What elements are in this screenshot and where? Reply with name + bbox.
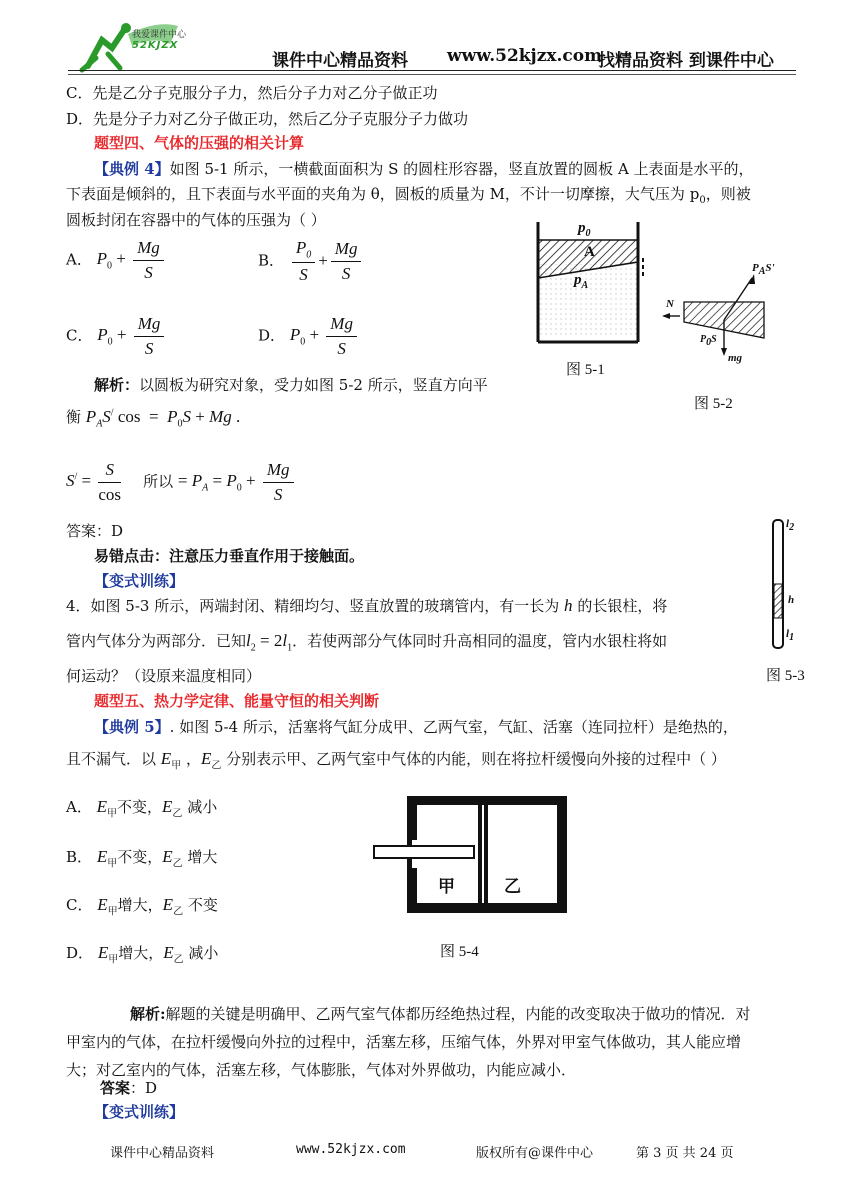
option-d: D． $P_0$ + $\frac{Mg}{S}$ [258, 314, 360, 359]
figure-5-1 [530, 218, 650, 348]
example-4-tag: 【典例 4】 [94, 160, 170, 178]
option-d-line: D．先是分子力对乙分子做正功，然后乙分子克服分子力做功 [66, 110, 469, 128]
so-line: S/ = $\frac{S}{\cos}$ 所以 = $P_A = P_0$ + $\frac{Mg}{S}$ [66, 460, 297, 505]
section-5-heading: 题型五、热力学定律、能量守恒的相关判断 [94, 692, 380, 710]
footer-copyright: 版权所有@课件中心 [476, 1146, 594, 1161]
balance-line: 衡 $P_AS^/$ $\cos = P_0S + Mg$ . [66, 407, 241, 430]
analysis-5: 解析:解题的关键是明确甲、乙两气室气体都历经绝热过程，内能的改变取决于做功的情况．对 甲室内的气体，在拉杆缓慢向外拉的过程中，活塞左移，压缩气体，外界对甲室气体做功，其人能应增 大；对乙室内的气体，活塞左移，气体膨胀，气体对外界做功，内能应减小． [66, 1005, 751, 1079]
ex5-option-a: A． $E_甲$不变，$E_乙$ 减小 [66, 797, 218, 820]
question-4-line2: 管内气体分为两部分．已知$l_2 = 2l_1$．若使两部分气体同时升高相同的温度，管内水银柱将如 [66, 631, 668, 654]
fig-5-3-caption: 图 5-3 [766, 668, 805, 684]
analysis-4: 解析：以圆板为研究对象，受力如图 5-2 所示，竖直方向平 [94, 376, 488, 394]
fig52-mg-label: mg [728, 352, 743, 364]
fig51-A-label: A [584, 244, 595, 260]
question-4-line1: 4．如图 5-3 所示，两端封闭、精细均匀、竖直放置的玻璃管内，有一长为 h 的长银柱，将 [66, 596, 668, 615]
logo-text-top: 我爱课件中心 [132, 30, 187, 40]
fig53-l1-label: $l_1$ [786, 628, 795, 644]
example-5-line2: 且不漏气．以 $E_甲$ ，$E_乙$ 分别表示甲、乙两气室中气体的内能，则在将拉杆缓慢向外接的过程中（ ） [66, 749, 726, 772]
header-slogan: 找精品资料 到课件中心 [598, 51, 774, 71]
variant-training-1: 【变式训练】 [94, 572, 185, 590]
footer-left: 课件中心精品资料 [110, 1146, 215, 1161]
fig-5-1-caption: 图 5-1 [566, 362, 605, 378]
option-c: C． $P_0$ + $\frac{Mg}{S}$ [66, 314, 167, 359]
header-rule-thin [68, 74, 796, 75]
footer-page: 第 3 页 共 24 页 [636, 1146, 734, 1161]
answer-5: 答案：D [100, 1079, 158, 1097]
tip-line: 易错点击：注意压力垂直作用于接触面。 [94, 547, 365, 565]
option-b: B． $\frac{P_0}{S}$ + $\frac{Mg}{S}$ [258, 238, 364, 285]
header-rule [68, 70, 796, 71]
example-4-line1: 【典例 4】如图 5-1 所示，一横截面面积为 S 的圆柱形容器，竖直放置的圆板 A 上表面是水平的， [94, 160, 754, 178]
header-title: 课件中心精品资料 [272, 51, 408, 71]
header-url[interactable]: www.52kjzx.com [447, 46, 603, 66]
logo-text-bottom: 52KJZX [132, 40, 179, 51]
fig52-PAS-label: $P_AS'$ [752, 262, 775, 278]
example-5-line1: 【典例 5】. 如图 5-4 所示，活塞将气缸分成甲、乙两气室，气缸、活塞（连同拉杆）是绝热的， [94, 718, 738, 736]
option-a: A． $P_0$ + $\frac{Mg}{S}$ [66, 238, 167, 283]
fig54-yi-label: 乙 [504, 877, 521, 897]
example-4-line3: 圆板封闭在容器中的气体的压强为（ ） [66, 211, 326, 229]
fig-5-4-caption: 图 5-4 [440, 944, 479, 960]
fig53-l2-label: $l_2$ [786, 518, 795, 534]
ex5-option-d: D． $E_甲$增大，$E_乙$ 减小 [66, 943, 219, 966]
answer-4: 答案：D [66, 522, 124, 540]
fig52-N-label: N [666, 298, 674, 310]
option-c-line: C．先是乙分子克服分子力，然后分子力对乙分子做正功 [66, 84, 438, 102]
example-5-tag: 【典例 5】 [94, 718, 170, 736]
fig54-jia-label: 甲 [438, 877, 455, 897]
question-4-line3: 何运动？（设原来温度相同） [66, 667, 262, 685]
footer-url[interactable]: www.52kjzx.com [296, 1142, 406, 1157]
figure-5-3 [766, 516, 806, 656]
fig51-pA-label: $p_A$ [574, 272, 589, 291]
variant-training-2: 【变式训练】 [94, 1103, 185, 1121]
fig52-P0S-label: $P_0S$ [700, 334, 717, 348]
figure-5-4 [370, 796, 570, 916]
fig51-p0-label: $p_0$ [578, 220, 591, 239]
section-4-heading: 题型四、气体的压强的相关计算 [94, 134, 305, 152]
fig-5-2-caption: 图 5-2 [694, 396, 733, 412]
figure-5-2 [660, 258, 800, 378]
ex5-option-c: C． $E_甲$增大，$E_乙$ 不变 [66, 895, 218, 918]
fig53-h-label: h [788, 594, 795, 606]
ex5-option-b: B． $E_甲$不变，$E_乙$ 增大 [66, 847, 218, 870]
example-4-line2: 下表面是倾斜的，且下表面与水平面的夹角为 θ，圆板的质量为 M，不计一切摩擦，大气压为 $p_0$，则被 [66, 185, 751, 206]
